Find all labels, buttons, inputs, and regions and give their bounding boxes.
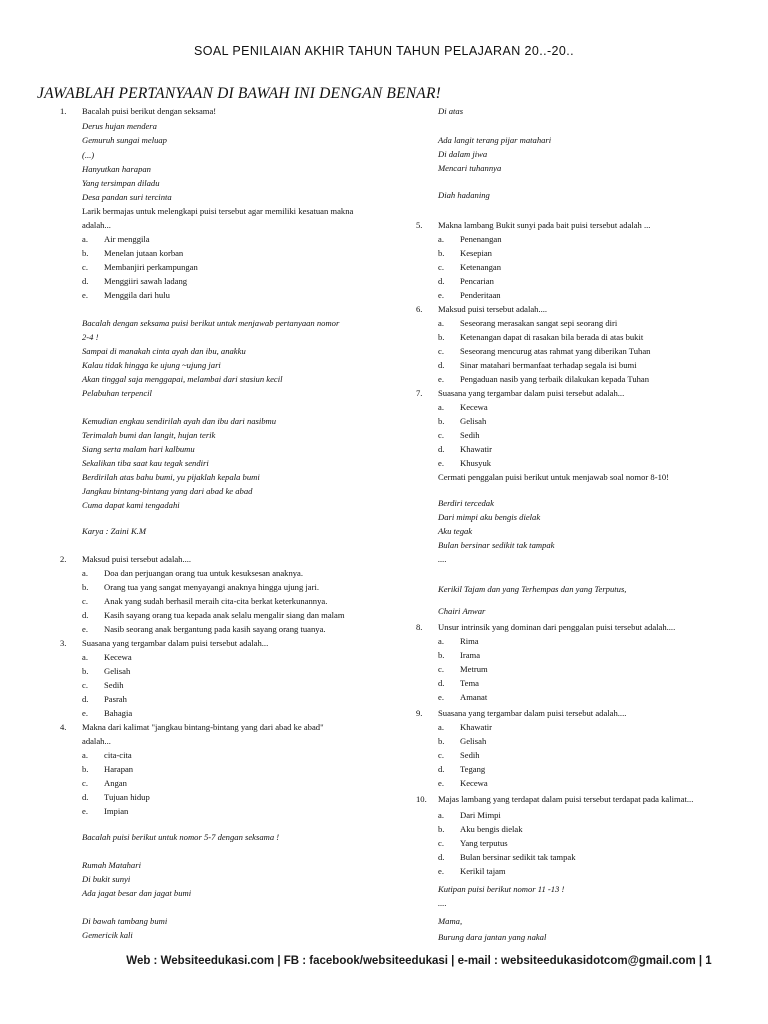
left-column-line: Orang tua yang sangat menyayangi anaknya hingga ujung jari. xyxy=(104,582,320,592)
left-column-line: e. xyxy=(82,708,88,718)
right-column-line: Pencarian xyxy=(460,276,494,286)
left-column-line: Bacalah puisi berikut untuk nomor 5-7 dengan seksama ! xyxy=(82,832,280,842)
left-column-line: Desa pandan suri tercinta xyxy=(82,192,172,202)
right-column-line: b. xyxy=(438,736,445,746)
right-column-line: Ada langit terang pijar matahari xyxy=(438,135,552,145)
right-column-line: a. xyxy=(438,234,444,244)
right-column-line: Sedih xyxy=(460,750,480,760)
left-column-line: Di bawah tambang bumi xyxy=(82,916,168,926)
right-column-line: d. xyxy=(438,444,445,454)
right-column-line: Mencari tuhannya xyxy=(438,163,502,173)
right-column-line: b. xyxy=(438,332,445,342)
left-column-line: b. xyxy=(82,582,89,592)
left-column-line: Menggila dari hulu xyxy=(104,290,170,300)
right-column-line: Seseorang mencurug atas rahmat yang diberikan Tuhan xyxy=(460,346,651,356)
right-column-line: Yang terputus xyxy=(460,838,508,848)
right-column-line: Gelisah xyxy=(460,416,487,426)
right-column-line: Suasana yang tergambar dalam puisi tersebut adalah... xyxy=(438,388,625,398)
left-column-line: Membanjiri perkampungan xyxy=(104,262,198,272)
right-column-line: c. xyxy=(438,838,444,848)
left-column-line: a. xyxy=(82,234,88,244)
right-column-line: Di atas xyxy=(438,106,464,116)
left-column-line: (...) xyxy=(82,150,95,160)
right-column-line: Chairi Anwar xyxy=(438,606,486,616)
right-column-line: d. xyxy=(438,678,445,688)
left-column-line: Bacalah puisi berikut dengan seksama! xyxy=(82,106,217,116)
right-column-line: a. xyxy=(438,810,444,820)
right-column-line: Kecewa xyxy=(460,778,488,788)
left-column-line: Siang serta malam hari kalbumu xyxy=(82,444,195,454)
right-column-line: e. xyxy=(438,458,444,468)
right-column-line: d. xyxy=(438,764,445,774)
right-column-line: Ketenangan xyxy=(460,262,502,272)
left-column-line: b. xyxy=(82,764,89,774)
right-column-line: Unsur intrinsik yang dominan dari penggalan puisi tersebut adalah.... xyxy=(438,622,676,632)
document-title: SOAL PENILAIAN AKHIR TAHUN TAHUN PELAJARAN 20..-20.. xyxy=(194,44,574,58)
right-column-line: Kerikil Tajam dan yang Terhempas dan yang Terputus, xyxy=(438,584,627,594)
left-column-line: d. xyxy=(82,694,89,704)
right-column-line: Tema xyxy=(460,678,479,688)
right-column-line: Khawatir xyxy=(460,722,492,732)
left-column-line: Sedih xyxy=(104,680,124,690)
right-column-line: c. xyxy=(438,430,444,440)
right-column-line: Gelisah xyxy=(460,736,487,746)
left-column-line: d. xyxy=(82,792,89,802)
right-column-line: a. xyxy=(438,636,444,646)
left-column-line: Kecewa xyxy=(104,652,132,662)
left-column-line: b. xyxy=(82,248,89,258)
right-column-line: d. xyxy=(438,852,445,862)
right-column-line: c. xyxy=(438,750,444,760)
left-column-line: Ada jagat besar dan jagat bumi xyxy=(82,888,192,898)
left-column-line: Hanyutkan harapan xyxy=(82,164,151,174)
left-column-line: e. xyxy=(82,806,88,816)
right-column-line: Tegang xyxy=(460,764,486,774)
left-column-line: Di bukit sunyi xyxy=(82,874,131,884)
left-column-line: adalah... xyxy=(82,736,111,746)
left-column-line: Makna dari kalimat "jangkau bintang-bintang yang dari abad ke abad" xyxy=(82,722,324,732)
left-column-line: Pelabuhan terpencil xyxy=(82,388,152,398)
right-column-line: d. xyxy=(438,276,445,286)
page-footer: Web : Websiteedukasi.com | FB : facebook/websiteedukasi | e-mail : websiteedukasidotcom@gmail.com | 1 xyxy=(126,955,712,967)
instruction-heading: JAWABLAH PERTANYAAN DI BAWAH INI DENGAN BENAR! xyxy=(37,85,442,102)
left-column-line: Jangkau bintang-bintang yang dari abad ke abad xyxy=(82,486,253,496)
right-column-line: Metrum xyxy=(460,664,488,674)
right-column-line: Bulan bersinar sedikit tak tampak xyxy=(460,852,576,862)
left-column-line: Kalau tidak hingga ke ujung ~ujung jari xyxy=(82,360,221,370)
right-column-line: 10. xyxy=(416,794,427,804)
left-column-line: Maksud puisi tersebut adalah.... xyxy=(82,554,192,564)
left-column-line: Doa dan perjuangan orang tua untuk kesuksesan anaknya. xyxy=(104,568,304,578)
right-column-line: Aku bengis dielak xyxy=(460,824,523,834)
right-column-line: Burung dara jantan yang nakal xyxy=(438,932,547,942)
right-column-line: Maksud puisi tersebut adalah.... xyxy=(438,304,548,314)
right-column-line: .... xyxy=(438,554,447,564)
left-column-line: 1. xyxy=(60,106,67,116)
right-column-line: a. xyxy=(438,318,444,328)
left-column-line: Pasrah xyxy=(104,694,127,704)
right-column-line: Penderitaan xyxy=(460,290,501,300)
right-column-line: Kutipan puisi berikut nomor 11 -13 ! xyxy=(438,884,565,894)
right-column-line: Mama, xyxy=(438,916,463,926)
right-column-line: Khusyuk xyxy=(460,458,492,468)
right-column-line: Cermati penggalan puisi berikut untuk menjawab soal nomor 8-10! xyxy=(438,472,670,482)
left-column-line: 3. xyxy=(60,638,67,648)
left-column-line: Akan tinggal saja menggapai, melambai dari stasiun kecil xyxy=(82,374,283,384)
right-column-line: Kesepian xyxy=(460,248,492,258)
right-column-line: Sedih xyxy=(460,430,480,440)
left-column-line: Harapan xyxy=(104,764,134,774)
left-column-line: Impian xyxy=(104,806,129,816)
right-column-line: 7. xyxy=(416,388,423,398)
right-column-line: a. xyxy=(438,402,444,412)
right-column-line: Kecewa xyxy=(460,402,488,412)
left-column-line: Tujuan hidup xyxy=(104,792,150,802)
right-column-line: b. xyxy=(438,416,445,426)
right-column-line: a. xyxy=(438,722,444,732)
right-column-line: 5. xyxy=(416,220,423,230)
right-column-line: Diah hadaning xyxy=(438,190,490,200)
left-column-line: 4. xyxy=(60,722,67,732)
right-column-line: c. xyxy=(438,346,444,356)
right-column-line: Di dalam jiwa xyxy=(438,149,488,159)
left-column-line: Nasib seorang anak bergantung pada kasih sayang orang tuanya. xyxy=(104,624,326,634)
left-column-line: Terimalah bumi dan langit, hujan terik xyxy=(82,430,216,440)
right-column-line: Amanat xyxy=(460,692,488,702)
right-column-line: Penenangan xyxy=(460,234,502,244)
left-column-line: Bahagia xyxy=(104,708,133,718)
left-column-line: 2-4 ! xyxy=(82,332,99,342)
right-column-line: 6. xyxy=(416,304,423,314)
right-column-line: Dari mimpi aku bengis dielak xyxy=(438,512,541,522)
right-column-line: Pengaduan nasib yang terbaik dilakukan kepada Tuhan xyxy=(460,374,650,384)
right-column-line: Kerikil tajam xyxy=(460,866,506,876)
right-column-line: Bulan bersinar sedikit tak tampak xyxy=(438,540,555,550)
right-column-line: Suasana yang tergambar dalam puisi tersebut adalah.... xyxy=(438,708,627,718)
left-column-line: c. xyxy=(82,778,88,788)
left-column-line: Gemericik kali xyxy=(82,930,133,940)
left-column-line: a. xyxy=(82,750,88,760)
left-column-line: b. xyxy=(82,666,89,676)
right-column-line: e. xyxy=(438,692,444,702)
right-column-line: Makna lambang Bukit sunyi pada bait puisi tersebut adalah ... xyxy=(438,220,651,230)
right-column-line: .... xyxy=(438,898,447,908)
left-column-line: Menelan jutaan korban xyxy=(104,248,184,258)
left-column-line: Sampai di manakah cinta ayah dan ibu, anakku xyxy=(82,346,246,356)
left-column-line: Air menggila xyxy=(104,234,150,244)
left-column-line: Suasana yang tergambar dalam puisi tersebut adalah... xyxy=(82,638,269,648)
left-column-line: e. xyxy=(82,624,88,634)
left-column-line: Derus hujan mendera xyxy=(82,121,157,131)
right-column-line: b. xyxy=(438,650,445,660)
left-column-line: a. xyxy=(82,568,88,578)
left-column-line: Berdirilah atas bahu bumi, yu pijaklah kepala bumi xyxy=(82,472,260,482)
left-column-line: c. xyxy=(82,262,88,272)
left-column-line: Larik bermajas untuk melengkapi puisi tersebut agar memiliki kesatuan makna xyxy=(82,206,354,216)
left-column-line: c. xyxy=(82,680,88,690)
right-column-line: c. xyxy=(438,664,444,674)
right-column-line: d. xyxy=(438,360,445,370)
right-column-line: e. xyxy=(438,290,444,300)
right-column-line: b. xyxy=(438,824,445,834)
left-column-line: Kemudian engkau sendirilah ayah dan ibu dari nasibmu xyxy=(82,416,277,426)
left-column-line: Gelisah xyxy=(104,666,131,676)
left-column-line: e. xyxy=(82,290,88,300)
left-column-line: Kasih sayang orang tua kepada anak selalu mengalir siang dan malam xyxy=(104,610,345,620)
left-column-line: 2. xyxy=(60,554,67,564)
right-column-line: Berdiri tercedak xyxy=(438,498,494,508)
left-column-line: d. xyxy=(82,610,89,620)
right-column-line: e. xyxy=(438,374,444,384)
left-column-line: Gemuruh sungai meluap xyxy=(82,135,167,145)
right-column-line: Majas lambang yang terdapat dalam puisi tersebut terdapat pada kalimat... xyxy=(438,794,694,804)
right-column-line: Khawatir xyxy=(460,444,492,454)
left-column-line: c. xyxy=(82,596,88,606)
left-column-line: Yang tersimpan diladu xyxy=(82,178,160,188)
left-column-line: Menggiiri sawah ladang xyxy=(104,276,188,286)
right-column-line: b. xyxy=(438,248,445,258)
right-column-line: 9. xyxy=(416,708,423,718)
right-column-line: Aku tegak xyxy=(438,526,473,536)
left-column-line: cita-cita xyxy=(104,750,132,760)
right-column-line: e. xyxy=(438,866,444,876)
left-column-line: Cuma dapat kami tengadahi xyxy=(82,500,180,510)
left-column-line: Angan xyxy=(104,778,127,788)
left-column-line: a. xyxy=(82,652,88,662)
left-column-line: d. xyxy=(82,276,89,286)
left-column-line: Karya : Zaini K.M xyxy=(82,526,146,536)
left-column-line: Anak yang sudah berhasil meraih cita-cita berkat keterkunannya. xyxy=(104,596,328,606)
right-column-line: 8. xyxy=(416,622,423,632)
right-column-line: Rima xyxy=(460,636,479,646)
left-column-line: Rumah Matahari xyxy=(82,860,141,870)
right-column-line: Dari Mimpi xyxy=(460,810,501,820)
right-column-line: Irama xyxy=(460,650,481,660)
right-column-line: e. xyxy=(438,778,444,788)
right-column-line: c. xyxy=(438,262,444,272)
right-column-line: Seseorang merasakan sangat sepi seorang diri xyxy=(460,318,618,328)
right-column-line: Ketenangan dapat di rasakan bila berada di atas bukit xyxy=(460,332,644,342)
right-column-line: Sinar matahari bermanfaat terhadap segala isi bumi xyxy=(460,360,637,370)
left-column-line: Sekalikan tiba saat kau tegak sendiri xyxy=(82,458,209,468)
left-column-line: Bacalah dengan seksama puisi berikut untuk menjawab pertanyaan nomor xyxy=(82,318,340,328)
left-column-line: adalah... xyxy=(82,220,111,230)
